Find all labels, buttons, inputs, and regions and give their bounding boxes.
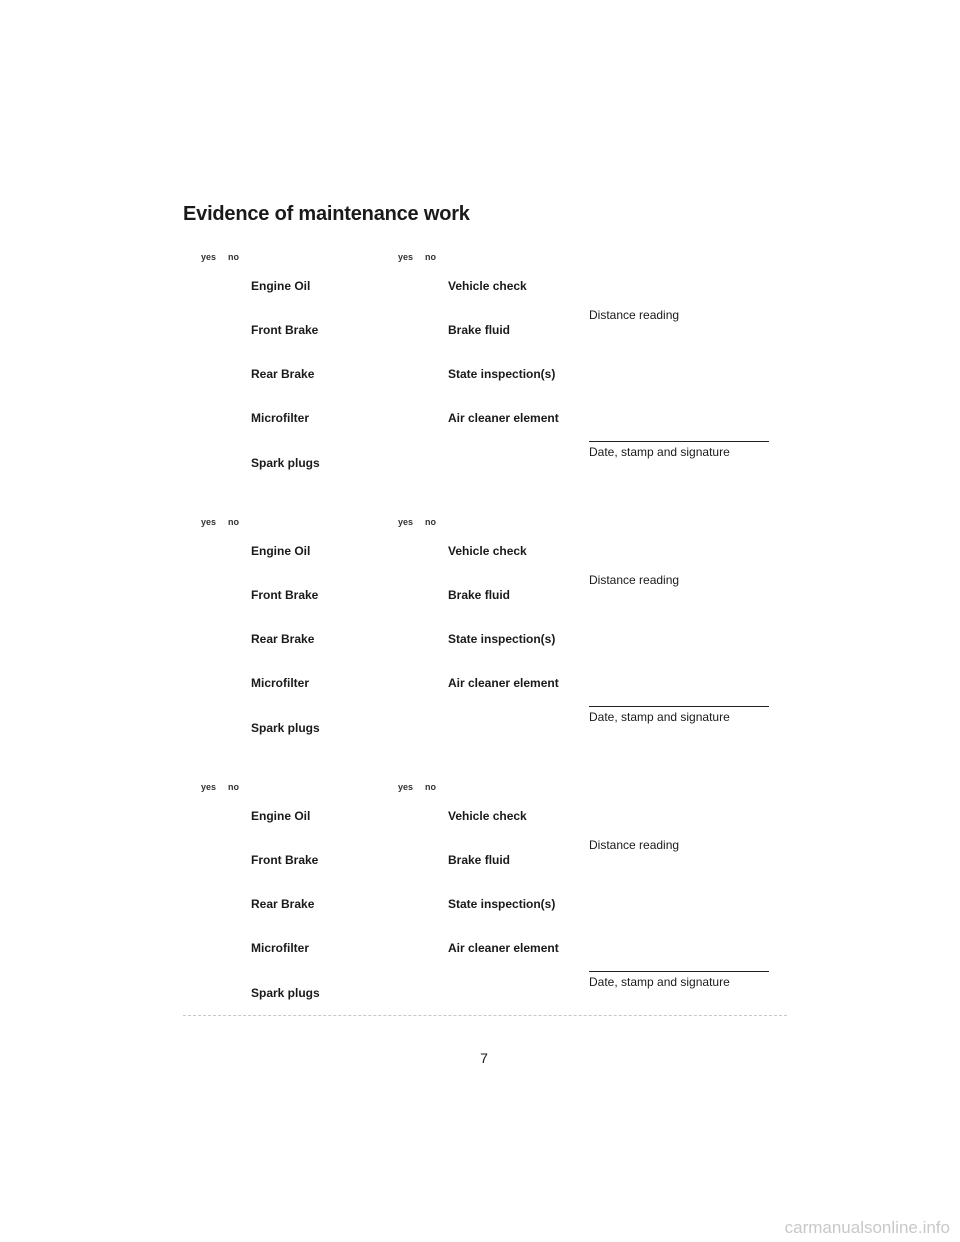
maintenance-record-2 [0, 517, 960, 767]
item-state-inspection: State inspection(s) [448, 632, 556, 646]
item-spark-plugs: Spark plugs [251, 986, 320, 1000]
yes-no-header-right [398, 782, 436, 792]
signature-line [589, 971, 769, 972]
item-vehicle-check: Vehicle check [448, 279, 527, 293]
yes-no-header-left [201, 782, 239, 792]
item-vehicle-check: Vehicle check [448, 809, 527, 823]
item-state-inspection: State inspection(s) [448, 367, 556, 381]
yes-no-header-left [201, 517, 239, 527]
yes-label: yes [201, 517, 217, 527]
item-microfilter: Microfilter [251, 411, 310, 425]
item-spark-plugs: Spark plugs [251, 456, 320, 470]
item-brake-fluid: Brake fluid [448, 853, 511, 867]
signature-label: Date, stamp and signature [589, 710, 730, 724]
signature-label: Date, stamp and signature [589, 445, 730, 459]
no-label: no [228, 252, 240, 262]
yes-no-header-right [398, 517, 436, 527]
yes-label: yes [398, 517, 414, 527]
item-front-brake: Front Brake [251, 853, 319, 867]
item-vehicle-check: Vehicle check [448, 544, 527, 558]
watermark-text: carmanualsonline.info [784, 1218, 950, 1237]
maintenance-record-1 [0, 252, 960, 502]
signature-line [589, 706, 769, 707]
item-spark-plugs: Spark plugs [251, 721, 320, 735]
maintenance-record-3 [0, 782, 960, 1032]
item-microfilter: Microfilter [251, 676, 310, 690]
item-rear-brake: Rear Brake [251, 632, 315, 646]
yes-label: yes [201, 252, 217, 262]
item-engine-oil: Engine Oil [251, 544, 311, 558]
distance-reading-label: Distance reading [589, 308, 680, 322]
distance-reading-label: Distance reading [589, 838, 680, 852]
item-state-inspection: State inspection(s) [448, 897, 556, 911]
item-air-cleaner-element: Air cleaner element [448, 676, 559, 690]
yes-no-header-right [398, 252, 436, 262]
distance-reading-label: Distance reading [589, 573, 680, 587]
no-label: no [425, 782, 437, 792]
page-title: Evidence of maintenance work [183, 203, 470, 225]
no-label: no [228, 782, 240, 792]
item-rear-brake: Rear Brake [251, 367, 315, 381]
item-engine-oil: Engine Oil [251, 809, 311, 823]
no-label: no [425, 517, 437, 527]
item-rear-brake: Rear Brake [251, 897, 315, 911]
no-label: no [228, 517, 240, 527]
yes-label: yes [398, 252, 414, 262]
yes-label: yes [201, 782, 217, 792]
item-brake-fluid: Brake fluid [448, 588, 511, 602]
item-air-cleaner-element: Air cleaner element [448, 941, 559, 955]
item-engine-oil: Engine Oil [251, 279, 311, 293]
item-air-cleaner-element: Air cleaner element [448, 411, 559, 425]
yes-label: yes [398, 782, 414, 792]
no-label: no [425, 252, 437, 262]
yes-no-header-left [201, 252, 239, 262]
signature-label: Date, stamp and signature [589, 975, 730, 989]
item-front-brake: Front Brake [251, 588, 319, 602]
page-number: 7 [480, 1050, 488, 1066]
item-front-brake: Front Brake [251, 323, 319, 337]
item-brake-fluid: Brake fluid [448, 323, 511, 337]
item-microfilter: Microfilter [251, 941, 310, 955]
signature-line [589, 441, 769, 442]
cut-line-divider [183, 1015, 787, 1016]
